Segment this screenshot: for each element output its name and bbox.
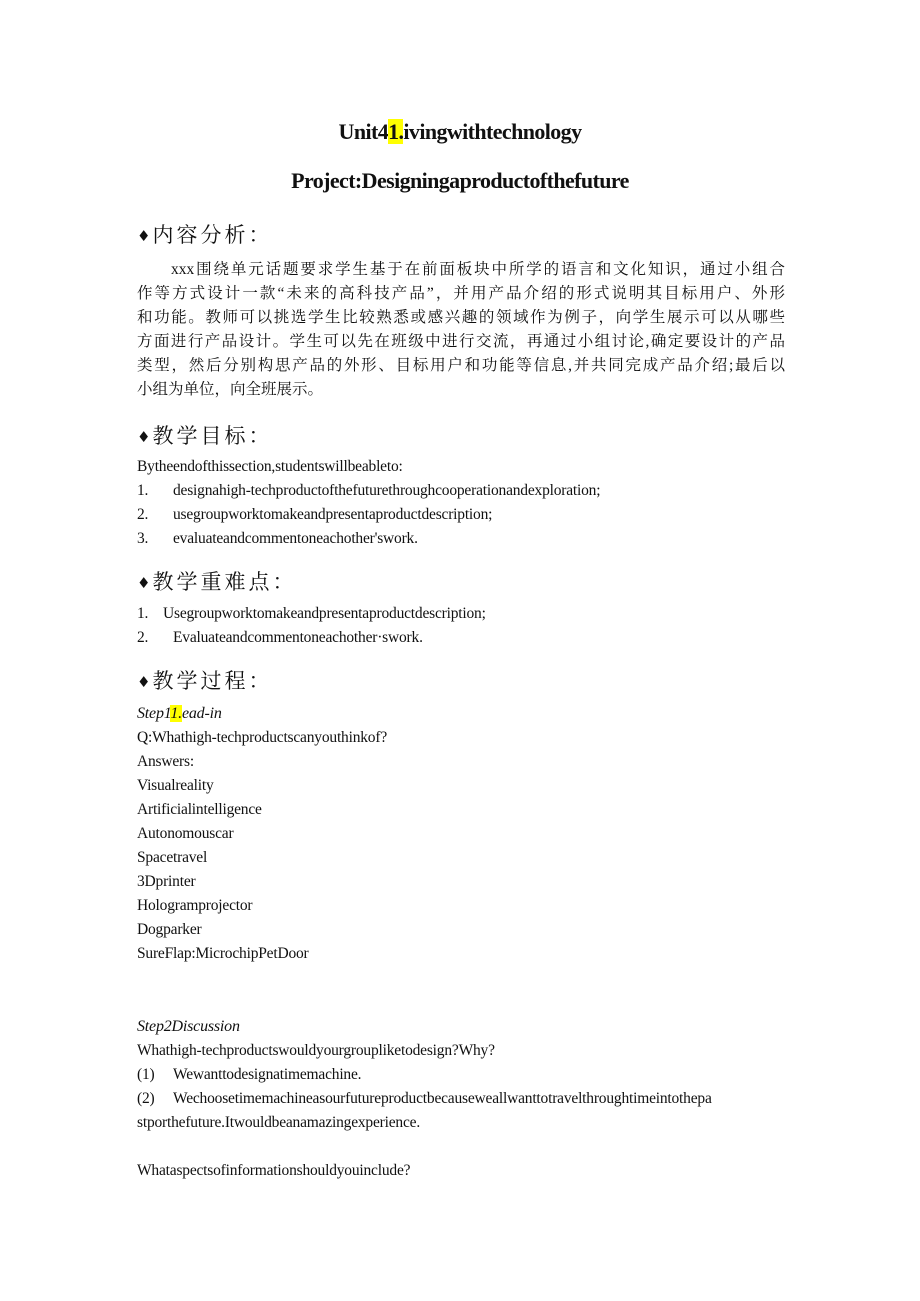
step1-title — [137, 705, 222, 723]
key-point-text: Usegroupworktomakeandpresentaproductdescription; — [163, 605, 486, 622]
key-points-heading — [137, 566, 296, 596]
paragraph-line: xxx围绕单元话题要求学生基于在前面板块中所学的语言和文化知识，通过小组合 — [171, 261, 785, 278]
discussion-number: (1) — [137, 1066, 155, 1083]
diamond-bullet-icon: ♦ — [137, 673, 151, 691]
objective-text: evaluateandcommentoneachother'swork. — [173, 530, 418, 547]
objective-text: usegroupworktomakeandpresentaproductdescription; — [173, 506, 493, 523]
step2-title: Step2Discussion — [137, 1018, 240, 1035]
key-point-number: 2. — [137, 629, 149, 646]
unit-title — [0, 119, 920, 145]
paragraph-line: 作等方式设计一款“未来的高科技产品”，并用产品介绍的形式说明其目标用户、外形 — [137, 285, 785, 302]
objectives-heading-text: 教学目标： — [152, 424, 273, 448]
step1-question: Q:Whathigh-techproductscanyouthinkof? — [137, 729, 387, 746]
diamond-bullet-icon: ♦ — [137, 227, 151, 245]
key-points-heading-text: 教学重难点： — [152, 570, 297, 594]
diamond-bullet-icon: ♦ — [137, 428, 151, 446]
objective-item — [137, 530, 418, 548]
answer-item: Dogparker — [137, 921, 202, 938]
objectives-heading — [137, 420, 272, 450]
process-heading — [137, 665, 272, 695]
key-point-item — [137, 629, 423, 647]
discussion-item — [137, 1066, 361, 1084]
answers-label: Answers: — [137, 753, 194, 770]
step1-title-post: ead-in — [181, 705, 222, 722]
content-analysis-heading-text: 内容分析： — [152, 223, 273, 247]
answer-item: 3Dprinter — [137, 873, 196, 890]
answer-item: Autonomouscar — [137, 825, 234, 842]
content-analysis-heading — [137, 219, 272, 249]
step1-title-highlight: 1. — [170, 705, 182, 722]
discussion-text: Wechoosetimemachineasourfutureproductbecauseweallwanttotravelthroughtimeintothepa — [173, 1090, 712, 1107]
project-title: Project:Designingaproductofthefuture — [291, 168, 629, 193]
answer-item: Artificialintelligence — [137, 801, 262, 818]
process-heading-text: 教学过程： — [152, 669, 273, 693]
answer-item: Visualreality — [137, 777, 214, 794]
unit-title-pre: Unit4 — [338, 119, 389, 144]
discussion-number: (2) — [137, 1090, 155, 1107]
key-point-item — [137, 605, 486, 623]
discussion-continuation: stporthefuture.Itwouldbeanamazingexperience. — [137, 1114, 420, 1131]
key-point-text: Evaluateandcommentoneachother·swork. — [173, 629, 423, 646]
paragraph-line: 和功能。教师可以挑选学生比较熟悉或感兴趣的领域作为例子，向学生展示可以从哪些 — [137, 309, 785, 326]
answer-item: Hologramprojector — [137, 897, 253, 914]
objectives-intro: Bytheendofthissection,studentswillbeableto: — [137, 458, 403, 475]
paragraph-line: 类型，然后分别构思产品的外形、目标用户和功能等信息,并共同完成产品介绍;最后以 — [137, 357, 785, 374]
answer-item: SureFlap:MicrochipPetDoor — [137, 945, 309, 962]
key-point-number: 1. — [137, 605, 149, 622]
objective-number: 1. — [137, 482, 149, 499]
content-analysis-paragraph — [137, 258, 785, 402]
unit-title-highlight: 1. — [388, 119, 404, 144]
answer-item: Spacetravel — [137, 849, 208, 866]
objective-text: designahigh-techproductofthefuturethroughcooperationandexploration; — [173, 482, 601, 499]
paragraph-line: 小组为单位，向全班展示。 — [137, 381, 324, 398]
objective-number: 3. — [137, 530, 149, 547]
discussion-item — [137, 1090, 785, 1108]
unit-title-post: ivingwithtechnology — [403, 119, 582, 144]
step2-question: Whathigh-techproductswouldyourgroupliketodesign?Why? — [137, 1042, 495, 1059]
step2-question-2: Whataspectsofinformationshouldyouinclude? — [137, 1162, 411, 1179]
paragraph-line: 方面进行产品设计。学生可以先在班级中进行交流，再通过小组讨论,确定要设计的产品 — [137, 333, 785, 350]
objective-number: 2. — [137, 506, 149, 523]
objective-item — [137, 506, 492, 524]
objective-item — [137, 482, 600, 500]
diamond-bullet-icon: ♦ — [137, 574, 151, 592]
discussion-text: Wewanttodesignatimemachine. — [173, 1066, 362, 1083]
step1-title-pre: Step1 — [137, 705, 171, 722]
